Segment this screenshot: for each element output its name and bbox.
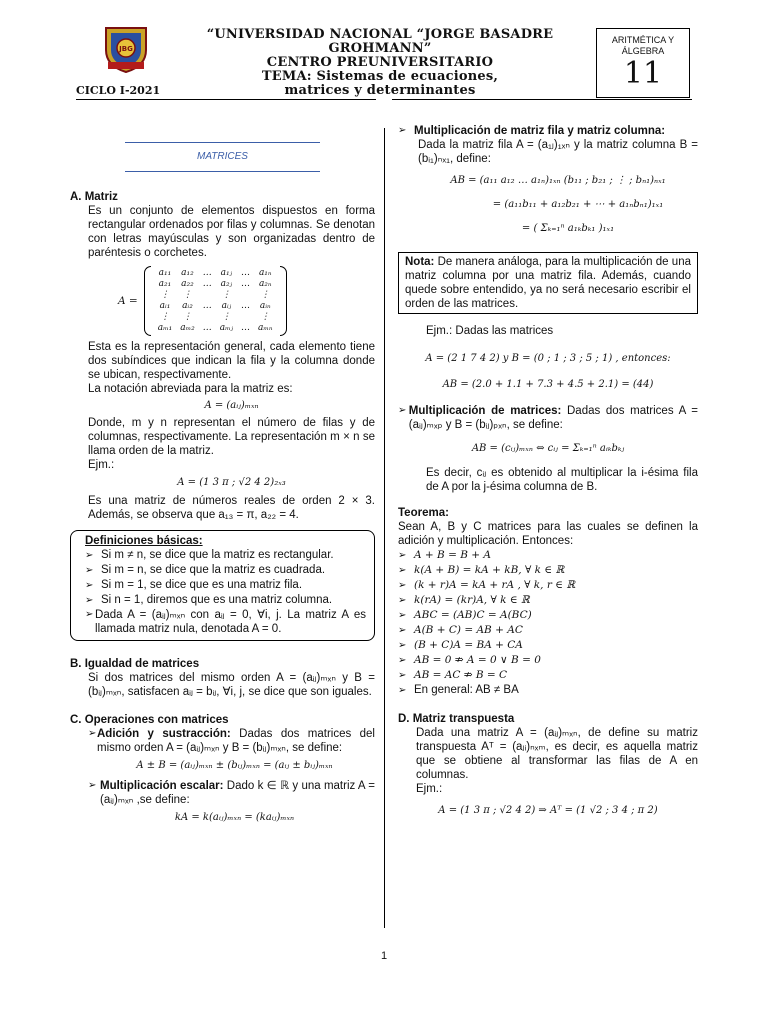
university-name: “UNIVERSIDAD NACIONAL “JORGE BASADRE GROHMANN” — [206, 27, 554, 56]
section-a-notation-intro: La notación abreviada para la matriz es: — [88, 383, 293, 395]
transpose-formula: A = (1 3 π ; √2 4 2) ⇒ Aᵀ = (1 √2 ; 3 4 ; π 2) — [438, 805, 658, 816]
theorem-item: ➢ AB = AC ⇏ B = C — [398, 669, 508, 681]
scalar-text: Dado k ∈ ℝ y una matriz A = (aᵢⱼ)ₘₓₙ ,se define: — [100, 780, 375, 806]
topic-line-1: TEMA: Sistemas de ecuaciones, — [261, 69, 499, 84]
theorem-item: ➢ (k + r)A = kA + rA , ∀ k, r ∈ ℝ — [398, 579, 576, 591]
left-column — [70, 128, 375, 825]
theorem-item: ➢ ABC = (AB)C = A(BC) — [398, 609, 532, 621]
section-a-intro: Es un conjunto de elementos dispuestos en forma rectangular ordenados por filas y columnas. Se denotan con letras mayúsculas y son organizadas dentro de paréntesis o corchetes. — [88, 205, 375, 259]
university-logo — [100, 24, 152, 74]
section-b-title: B. Igualdad de matrices — [70, 658, 200, 670]
addition-subtraction: ➢ Adición y sustracción: Dadas dos matrices del mismo orden A = (aᵢⱼ)ₘₓₙ y B = (bᵢⱼ)ₘₓₙ, se define: — [88, 728, 375, 754]
section-d-title: D. Matriz transpuesta — [398, 713, 515, 725]
definition-item: ➢ Si n = 1, diremos que es una matriz columna. — [85, 594, 333, 606]
section-a-explanation: Esta es la representación general, cada elemento tiene dos subíndices que indican la fila y la columna donde se ubican, respectivamente. — [88, 341, 375, 381]
example-label: Ejm.: — [88, 459, 115, 471]
theorem-item: ➢ A + B = B + A — [398, 549, 492, 561]
definition-item: ➢ Dada A = (aᵢⱼ)ₘₓₙ con aᵢⱼ = 0, ∀i, j. La matriz A es llamada matriz nula, denotada A = 0. — [85, 609, 366, 635]
scalar-heading: Multiplicación escalar: — [100, 780, 224, 792]
header-title — [170, 28, 590, 98]
scalar-formula: kA = k(aᵢⱼ)ₘₓₙ = (kaᵢⱼ)ₘₓₙ — [174, 812, 295, 823]
subject-line-1: ARITMÉTICA Y — [611, 35, 675, 45]
matrix-mult-formula: AB = (cᵢⱼ)ₘₓₙ ⇔ cᵢⱼ = Σₖ₌₁ⁿ aᵢₖbₖⱼ — [471, 443, 625, 454]
theorem-item: ➢ A(B + C) = AB + AC — [398, 624, 523, 636]
row-column-heading: Multiplicación de matriz fila y matriz columna: — [414, 125, 666, 137]
topic-line-2: matrices y determinantes — [284, 83, 476, 98]
svg-text:JBG: JBG — [119, 45, 133, 53]
cycle-label: CICLO I-2021 — [76, 84, 161, 97]
unit-number: 11 — [623, 56, 663, 91]
theorem-item: ➢ k(rA) = (kr)A, ∀ k ∈ ℝ — [398, 594, 530, 606]
section-a-order-text: Donde, m y n representan el número de filas y de columnas, respectivamente. La representación m × n se llama orden de la matriz. — [88, 417, 375, 457]
section-a-title: A. Matriz — [70, 191, 118, 203]
example-matrix-formula: A = (1 3 π ; √2 4 2)₂ₓ₃ — [177, 477, 286, 488]
matrix-mult-heading: Multiplicación de matrices: — [408, 405, 562, 417]
note-heading: Nota: — [405, 256, 435, 268]
basic-definitions-box — [70, 530, 375, 641]
section-banner: MATRICES — [125, 142, 320, 172]
matrix-general-bracket: a₁₁ a₁₂ … a₁ⱼ … a₁ₙ a₂₁ a₂₂ … a₂ⱼ … a₂ₙ ⋮ ⋮ ⋮ ⋮ aᵢ₁ aᵢ₂ … aᵢⱼ … aᵢₙ ⋮ ⋮ ⋮ ⋮ aₘ₁ aₘ₂ … aₘⱼ … aₘₙ — [144, 266, 287, 336]
scalar-multiplication: ➢ Multiplicación escalar: Dado k ∈ ℝ y una matriz A = (aᵢⱼ)ₘₓₙ ,se define: — [88, 780, 375, 806]
definitions-title: Definiciones básicas: — [85, 535, 203, 547]
matrix-lhs: A = — [118, 295, 138, 307]
header-rule-left — [76, 99, 376, 100]
definition-item: ➢ Si m = n, se dice que la matriz es cuadrada. — [85, 564, 326, 576]
addition-heading: Adición y sustracción: — [96, 728, 231, 740]
theorem-item: ➢ k(A + B) = kA + kB, ∀ k ∈ ℝ — [398, 564, 565, 576]
example-explanation: Es una matriz de números reales de orden 2 × 3. Además, se observa que a₁₃ = π, a₂₂ = 4. — [88, 495, 375, 521]
matrix-mult-explanation: Es decir, cᵢⱼ es obtenido al multiplicar la i-ésima fila de A por la j-ésima columna de B. — [426, 467, 698, 493]
note-box — [398, 252, 698, 314]
example-intro: Ejm.: Dadas las matrices — [426, 325, 554, 337]
row-column-formula-2: = (a₁₁b₁₁ + a₁₂b₂₁ + ⋯ + a₁ₙbₙ₁)₁ₓ₁ — [492, 199, 664, 210]
notation-formula: A = (aᵢⱼ)ₘₓₙ — [204, 400, 259, 411]
theorem-title: Teorema: — [398, 507, 449, 519]
page-number: 1 — [380, 950, 388, 962]
definition-item: ➢ Si m = 1, se dice que es una matriz fila. — [85, 579, 303, 591]
theorem-item: ➢ (B + C)A = BA + CA — [398, 639, 523, 651]
example-formula-1: A = (2 1 7 4 2) y B = (0 ; 1 ; 3 ; 5 ; 1) , entonces: — [425, 353, 671, 364]
row-column-formula-3: = ( Σₖ₌₁ⁿ a₁ₖbₖ₁ )₁ₓ₁ — [521, 223, 615, 234]
section-d-text: Dada una matriz A = (aᵢⱼ)ₘₓₙ, de define su matriz transpuesta Aᵀ = (aⱼᵢ)ₙₓₘ, es decir, es aquella matriz que se obtiene al transformar las filas de A en columnas. — [416, 727, 698, 781]
theorem-item: ➢ En general: AB ≠ BA — [398, 684, 519, 696]
center-name: CENTRO PREUNIVERSITARIO — [266, 55, 494, 70]
theorem-list — [398, 548, 698, 698]
column-divider — [384, 128, 385, 928]
addition-text: Dadas dos matrices del mismo orden A = (aᵢⱼ)ₘₓₙ y B = (bᵢⱼ)ₘₓₙ, se define: — [96, 728, 375, 754]
theorem-item: ➢ AB = 0 ⇏ A = 0 ∨ B = 0 — [398, 654, 541, 666]
right-column — [398, 124, 698, 818]
header-rule-right — [392, 99, 692, 100]
general-matrix — [118, 266, 375, 336]
example-formula-2: AB = (2.0 + 1.1 + 7.3 + 4.5 + 2.1) = (44) — [442, 379, 654, 390]
matrix-mult-text: Dadas dos matrices A = (aᵢⱼ)ₘₓₚ y B = (bᵢⱼ)ₚₓₙ, se define: — [408, 405, 699, 431]
section-c-title: C. Operaciones con matrices — [70, 714, 229, 726]
row-column-formula-1: AB = (a₁₁ a₁₂ … a₁ₙ)₁ₓₙ (b₁₁ ; b₂₁ ; ⋮ ; bₙ₁)ₙₓ₁ — [450, 175, 666, 186]
subject-line-2: ÁLGEBRA — [621, 46, 665, 56]
row-column-multiplication: ➢ Multiplicación de matriz fila y matriz columna: — [398, 125, 666, 137]
section-d-example-label: Ejm.: — [416, 783, 443, 795]
theorem-text: Sean A, B y C matrices para las cuales se definen la adición y multiplicación. Entonces: — [398, 521, 698, 547]
definition-item: ➢ Si m ≠ n, se dice que la matriz es rectangular. — [85, 549, 334, 561]
note-text: De manera análoga, para la multiplicación de una matriz columna por una matriz fila. Además, cuando quede sobre entendido, ya no será necesario escribir el orden de las matrices. — [405, 256, 691, 310]
row-column-text: Dada la matriz fila A = (a₁ⱼ)₁ₓₙ y la matriz columna B = (bᵢ₁)ₙₓ₁, define: — [418, 139, 698, 165]
matrix-multiplication: ➢ Multiplicación de matrices: Dadas dos matrices A = (aᵢⱼ)ₘₓₚ y B = (bᵢⱼ)ₚₓₙ, se define: — [398, 405, 699, 431]
subject-box — [596, 28, 690, 98]
section-b-text: Si dos matrices del mismo orden A = (aᵢⱼ)ₘₓₙ y B = (bᵢⱼ)ₘₓₙ, satisfacen aᵢⱼ = bᵢⱼ, ∀i, j, se dice que son iguales. — [88, 672, 375, 698]
addition-formula: A ± B = (aᵢⱼ)ₘₓₙ ± (bᵢⱼ)ₘₓₙ = (aᵢⱼ ± bᵢⱼ)ₘₓₙ — [136, 760, 333, 771]
